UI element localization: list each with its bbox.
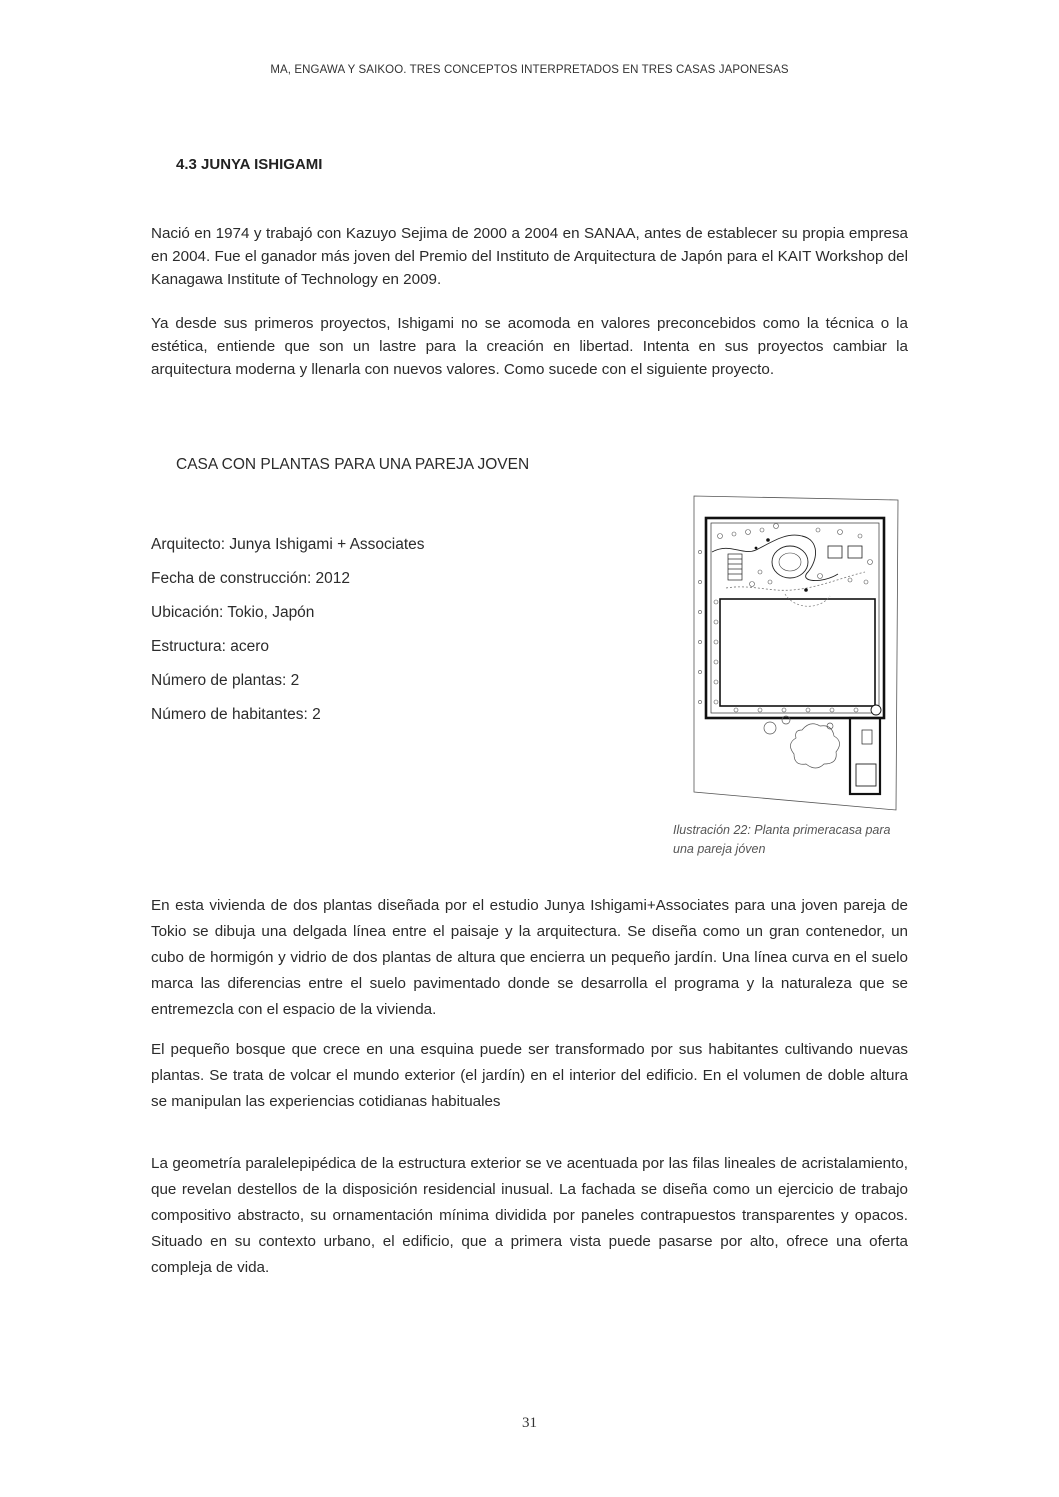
page-number: 31: [522, 1415, 537, 1431]
body-paragraph-3: La geometría paralelepipédica de la estructura exterior se ve acentuada por las filas lineales de acristalamiento, que revelan destellos de la disposición residencial inusual. La fachada se diseña como un ejercicio de trabajo compositivo abstracto, su ornamentación mínima dividida por paneles contrapuestos transparentes y opacos. Situado en su contexto urbano, el edificio, que a primera vista puede pasarse por alto, ofrece una oferta compleja de vida.: [151, 1155, 908, 1276]
figure-caption: Ilustración 22: Planta primeracasa para una pareja jóven: [673, 823, 891, 856]
body-paragraph-2: El pequeño bosque que crece en una esquina puede ser transformado por sus habitantes cultivando nuevas plantas. Se trata de volcar el mundo exterior (el jardín) en el interior del edificio. En el volumen de doble altura se manipulan las experiencias cotidianas habituales: [151, 1041, 908, 1110]
fact-structure: Estructura: acero: [151, 638, 270, 655]
fact-inhabitants: Número de habitantes: 2: [151, 706, 321, 723]
fact-construction-date: Fecha de construcción: 2012: [151, 570, 351, 587]
intro-paragraph-1: Nació en 1974 y trabajó con Kazuyo Sejima de 2000 a 2004 en SANAA, antes de establecer su propia empresa en 2004. Fue el ganador más joven del Premio del Instituto de Arquitectura de Japón para el KAIT Workshop del Kanagawa Institute of Technology en 2009.: [151, 225, 908, 288]
fact-architect: Arquitecto: Junya Ishigami + Associates: [151, 536, 425, 553]
running-header: MA, ENGAWA Y SAIKOO. TRES CONCEPTOS INTERPRETADOS EN TRES CASAS JAPONESAS: [270, 64, 789, 76]
fact-floors: Número de plantas: 2: [151, 672, 300, 689]
floor-plan-figure: [690, 492, 900, 814]
project-facts-list: [151, 534, 425, 738]
section-heading: 4.3 JUNYA ISHIGAMI: [176, 156, 323, 173]
project-title: CASA CON PLANTAS PARA UNA PAREJA JOVEN: [176, 456, 530, 473]
intro-paragraph-2: Ya desde sus primeros proyectos, Ishigami no se acomoda en valores preconcebidos como la técnica o la estética, entiende que son un lastre para la creación en libertad. Intenta en sus proyectos cambiar la arquitectura moderna y llenarla con nuevos valores. Como sucede con el siguiente proyecto.: [151, 315, 908, 378]
body-paragraph-1: En esta vivienda de dos plantas diseñada por el estudio Junya Ishigami+Associates para una joven pareja de Tokio se dibuja una delgada línea entre el paisaje y la arquitectura. Se diseña como un gran contenedor, un cubo de hormigón y vidrio de dos plantas de altura que encierra un pequeño jardín. Una línea curva en el suelo marca las diferencias entre el suelo pavimentado donde se desarrolla el programa y la naturaleza que se entremezcla con el espacio de la vivienda.: [151, 897, 908, 1018]
floor-plan-drawing: [690, 492, 900, 814]
fact-location: Ubicación: Tokio, Japón: [151, 604, 315, 621]
